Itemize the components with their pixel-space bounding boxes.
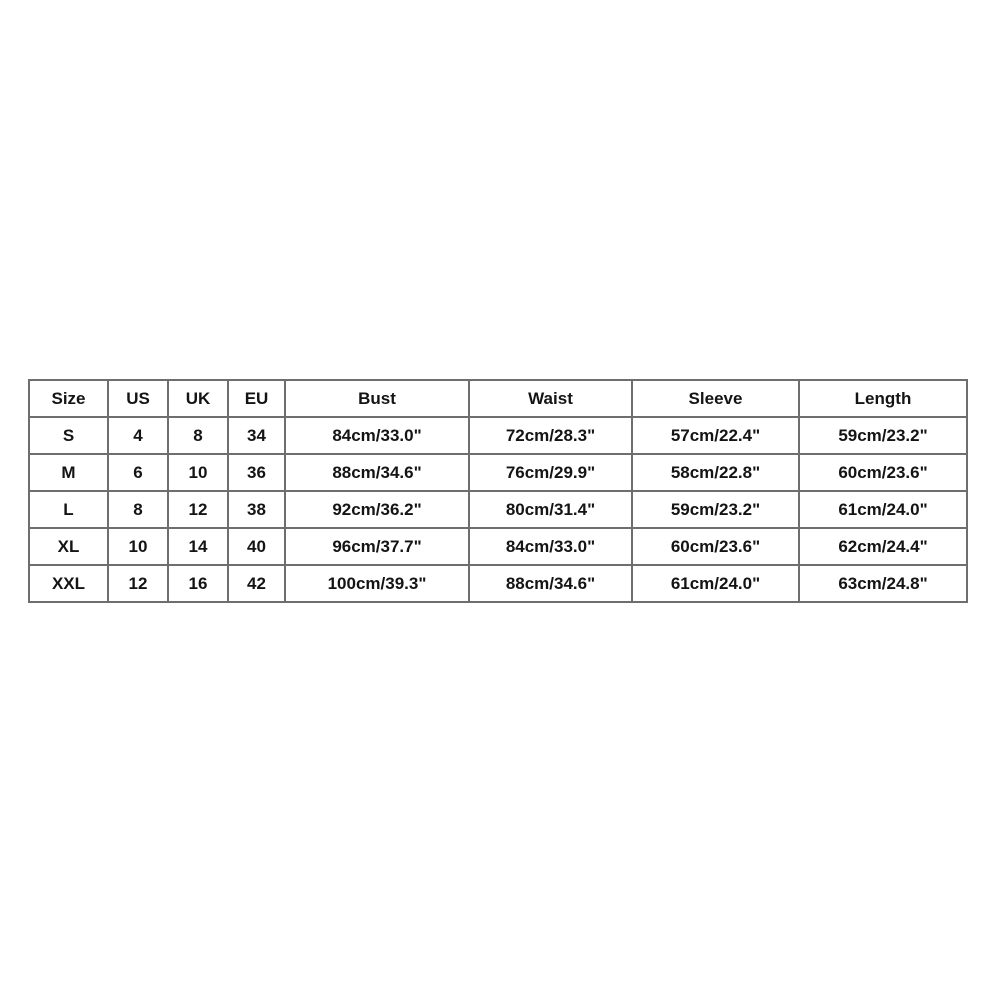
table-cell: 60cm/23.6" xyxy=(799,454,967,491)
header-row xyxy=(29,380,967,417)
table-row xyxy=(29,528,967,565)
table-cell: 38 xyxy=(228,491,285,528)
table-cell: 80cm/31.4" xyxy=(469,491,632,528)
column-header: EU xyxy=(228,380,285,417)
column-header: Bust xyxy=(285,380,469,417)
table-cell: 63cm/24.8" xyxy=(799,565,967,602)
table-cell: 40 xyxy=(228,528,285,565)
table-cell: L xyxy=(29,491,108,528)
table-cell: 36 xyxy=(228,454,285,491)
column-header: UK xyxy=(168,380,228,417)
table-cell: 14 xyxy=(168,528,228,565)
table-cell: XL xyxy=(29,528,108,565)
table-cell: 62cm/24.4" xyxy=(799,528,967,565)
table-cell: 57cm/22.4" xyxy=(632,417,799,454)
table-cell: 4 xyxy=(108,417,168,454)
table-cell: 10 xyxy=(108,528,168,565)
column-header: Size xyxy=(29,380,108,417)
table-cell: 6 xyxy=(108,454,168,491)
table-cell: XXL xyxy=(29,565,108,602)
table-cell: 12 xyxy=(108,565,168,602)
table-cell: S xyxy=(29,417,108,454)
table-cell: 60cm/23.6" xyxy=(632,528,799,565)
table-cell: 88cm/34.6" xyxy=(469,565,632,602)
table-cell: 88cm/34.6" xyxy=(285,454,469,491)
size-chart-header xyxy=(29,380,967,417)
table-cell: 92cm/36.2" xyxy=(285,491,469,528)
table-cell: 58cm/22.8" xyxy=(632,454,799,491)
table-row xyxy=(29,491,967,528)
table-cell: 59cm/23.2" xyxy=(799,417,967,454)
table-cell: 96cm/37.7" xyxy=(285,528,469,565)
column-header: Waist xyxy=(469,380,632,417)
column-header: Sleeve xyxy=(632,380,799,417)
table-row xyxy=(29,417,967,454)
table-row xyxy=(29,454,967,491)
table-cell: 8 xyxy=(168,417,228,454)
table-cell: 16 xyxy=(168,565,228,602)
column-header: Length xyxy=(799,380,967,417)
table-cell: 42 xyxy=(228,565,285,602)
table-cell: 84cm/33.0" xyxy=(285,417,469,454)
table-cell: 10 xyxy=(168,454,228,491)
table-cell: 84cm/33.0" xyxy=(469,528,632,565)
table-row xyxy=(29,565,967,602)
size-chart-body xyxy=(29,417,967,602)
table-cell: 34 xyxy=(228,417,285,454)
table-cell: 8 xyxy=(108,491,168,528)
table-cell: 76cm/29.9" xyxy=(469,454,632,491)
table-cell: 61cm/24.0" xyxy=(799,491,967,528)
column-header: US xyxy=(108,380,168,417)
table-cell: 59cm/23.2" xyxy=(632,491,799,528)
table-cell: 61cm/24.0" xyxy=(632,565,799,602)
size-chart-wrapper xyxy=(28,379,966,603)
table-cell: 100cm/39.3" xyxy=(285,565,469,602)
table-cell: 12 xyxy=(168,491,228,528)
table-cell: 72cm/28.3" xyxy=(469,417,632,454)
size-chart-table xyxy=(28,379,968,603)
table-cell: M xyxy=(29,454,108,491)
